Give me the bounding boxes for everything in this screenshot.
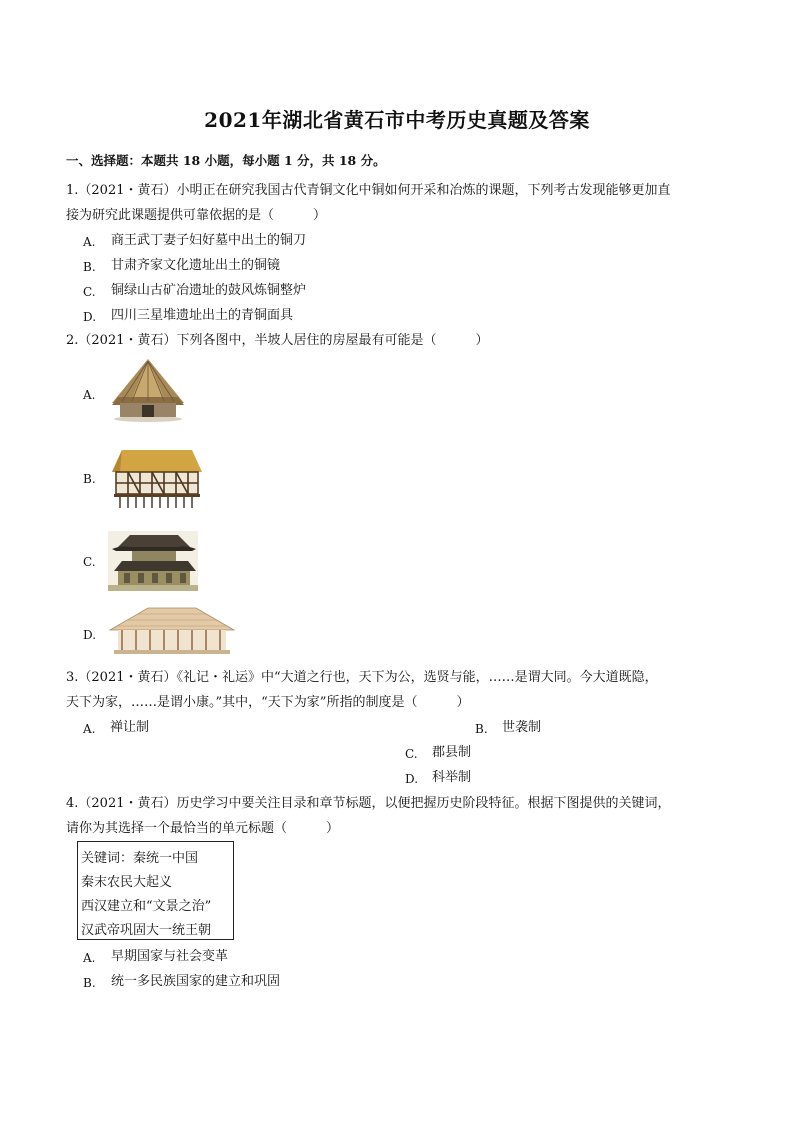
keyword-line: 秦末农民大起义 [81, 875, 173, 890]
page-title: 2021年湖北省黄石市中考历史真题及答案 [204, 108, 590, 132]
thatched-round-hut-icon[interactable] [108, 357, 188, 423]
q1-option-b-letter: B. [83, 260, 96, 274]
keyword-line: 汉武帝巩固大一统王朝 [81, 923, 212, 938]
long-hall-icon[interactable] [108, 606, 236, 658]
question-1-text: 1.（2021・黄石）小明正在研究我国古代青铜文化中铜如何开采和冶炼的课题，下列考古发现能够更加直 [66, 183, 671, 198]
question-2-text: 2.（2021・黄石）下列各图中，半坡人居住的房屋最有可能是（ ） [66, 333, 489, 348]
q3-option-c[interactable]: 郡县制 [432, 745, 472, 760]
keyword-line: 关键词：秦统一中国 [81, 851, 199, 866]
q3-option-a[interactable]: 禅让制 [110, 720, 150, 735]
q1-option-b[interactable]: 甘肃齐家文化遗址出土的铜镜 [111, 258, 281, 273]
section-heading: 一、选择题：本题共 18 小题，每小题 1 分，共 18 分。 [66, 153, 386, 168]
q3-option-d[interactable]: 科举制 [432, 770, 472, 785]
question-3-text: 3.（2021・黄石）《礼记・礼运》中“大道之行也，天下为公，选贤与能，……是谓大同。今大道既隐， [66, 670, 658, 685]
keyword-line: 西汉建立和“文景之治” [81, 899, 212, 914]
q1-option-a-letter: A. [83, 235, 96, 249]
q3-option-c-letter: C. [405, 747, 418, 761]
q3-option-b[interactable]: 世袭制 [502, 720, 542, 735]
q3-option-d-letter: D. [405, 772, 419, 786]
question-3-text-cont: 天下为家，……是谓小康。”其中，“天下为家”所指的制度是（ ） [66, 695, 470, 710]
q1-option-c[interactable]: 铜绿山古矿冶遗址的鼓风炼铜整炉 [111, 283, 307, 298]
keyword-box [77, 841, 234, 940]
q2-option-b-letter: B. [83, 472, 96, 486]
question-4-text: 4.（2021・黄石）历史学习中要关注目录和章节标题，以便把握历史阶段特征。根据下图提供的关键词， [66, 796, 671, 811]
q4-option-a-letter: A. [83, 951, 96, 965]
q4-option-b[interactable]: 统一多民族国家的建立和巩固 [111, 974, 281, 989]
q3-option-a-letter: A. [83, 722, 96, 736]
q3-option-b-letter: B. [475, 722, 488, 736]
question-4-text-cont: 请你为其选择一个最恰当的单元标题（ ） [66, 821, 340, 836]
q2-option-a-letter: A. [83, 388, 96, 402]
q1-option-d-letter: D. [83, 310, 97, 324]
q4-option-a[interactable]: 早期国家与社会变革 [111, 949, 229, 964]
stilt-house-icon[interactable] [108, 448, 204, 510]
q1-option-c-letter: C. [83, 285, 96, 299]
chinese-pavilion-icon[interactable] [108, 531, 198, 591]
question-1-text-cont: 接为研究此课题提供可靠依据的是（ ） [66, 208, 327, 223]
q2-option-c-letter: C. [83, 555, 96, 569]
q1-option-d[interactable]: 四川三星堆遗址出土的青铜面具 [111, 308, 294, 323]
q2-option-d-letter: D. [83, 628, 97, 642]
q4-option-b-letter: B. [83, 976, 96, 990]
q1-option-a[interactable]: 商王武丁妻子妇好墓中出土的铜刀 [111, 233, 307, 248]
